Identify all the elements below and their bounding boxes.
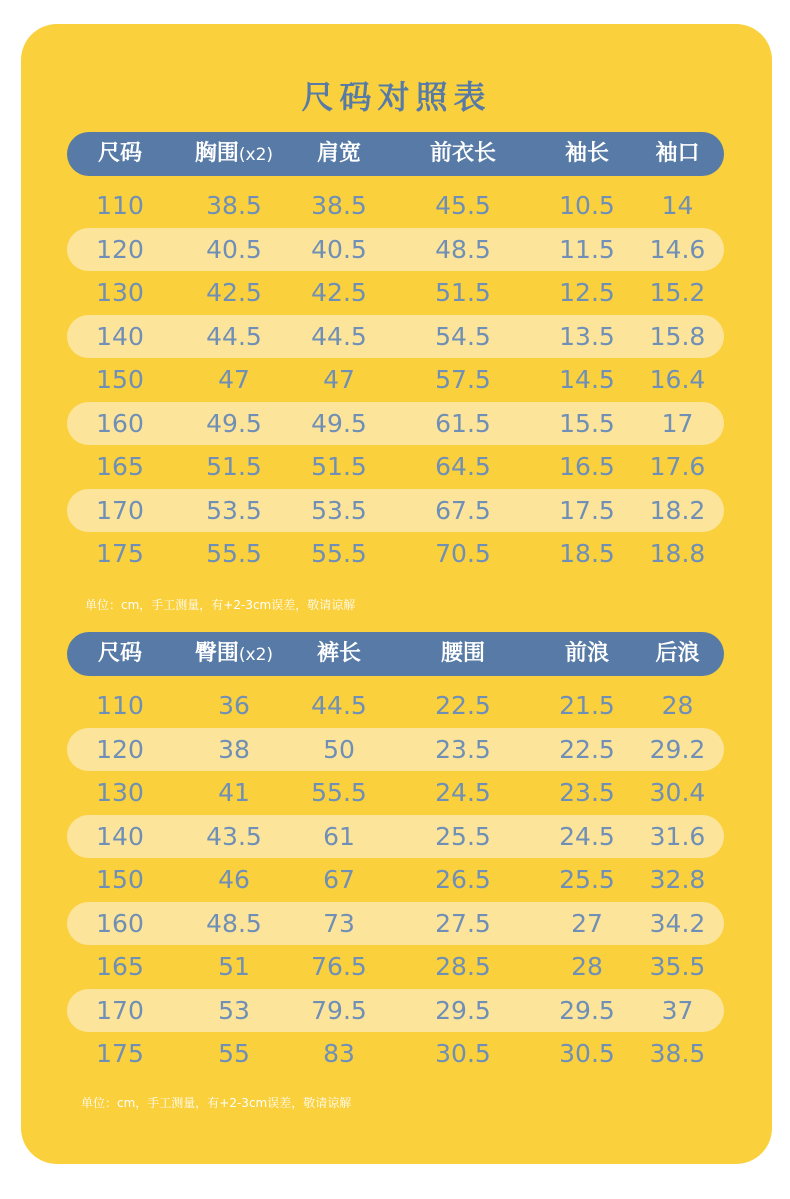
value-cell: 53.5 [311,495,367,525]
size-cell: 165 [96,452,144,481]
value-cell: 49.5 [206,408,262,438]
size-cell: 160 [96,408,144,438]
value-cell: 44.5 [311,321,367,351]
value-cell: 12.5 [559,278,615,307]
value-cell: 51 [218,952,250,981]
size-cell: 130 [96,278,144,307]
value-cell: 17.5 [559,495,615,525]
table-row [67,445,724,489]
value-cell: 27.5 [435,908,491,938]
value-cell: 55.5 [311,778,367,807]
value-cell: 47 [323,365,355,394]
value-cell: 18.2 [649,495,706,525]
value-cell: 61.5 [435,408,491,438]
value-cell: 18.5 [559,539,615,568]
size-cell: 165 [96,952,144,981]
value-cell: 42.5 [206,278,262,307]
value-cell: 30.4 [649,778,706,807]
value-cell: 17.6 [649,452,706,481]
value-cell: 46 [218,865,250,894]
value-cell: 25.5 [559,865,615,894]
value-cell: 31.6 [649,821,706,851]
table-row [67,815,724,859]
value-cell: 23.5 [435,734,491,764]
header-waist: 腰围 [440,641,485,666]
size-cell: 110 [96,191,144,220]
value-cell: 64.5 [435,452,491,481]
value-cell: 10.5 [559,191,615,220]
value-cell: 36 [218,691,250,720]
value-cell: 67.5 [435,495,491,525]
table-row [67,1032,724,1076]
header-front-rise: 前浪 [564,641,609,666]
value-cell: 17 [661,408,694,438]
value-cell: 43.5 [206,821,262,851]
table-row [67,902,724,946]
table-row [67,532,724,576]
table-row [67,402,724,446]
value-cell: 14 [661,191,694,220]
value-cell: 61 [323,821,355,851]
value-cell: 35.5 [649,952,706,981]
value-cell: 41 [218,778,250,807]
value-cell: 55.5 [206,539,262,568]
value-cell: 26.5 [435,865,491,894]
header-pants-length: 裤长 [316,641,361,666]
table-row [67,945,724,989]
value-cell: 34.2 [649,908,706,938]
measurement-note: 单位：cm，手工测量，有+2-3cm误差，敬请谅解 [81,1096,352,1110]
size-cell: 150 [96,865,144,894]
table-row [67,858,724,902]
size-cell: 175 [96,1039,144,1068]
value-cell: 48.5 [206,908,262,938]
value-cell: 13.5 [559,321,615,351]
value-cell: 76.5 [311,952,367,981]
header-shoulder: 肩宽 [316,141,361,166]
value-cell: 51.5 [206,452,262,481]
table-row [67,358,724,402]
table-body [67,184,724,576]
pants-size-table [67,632,724,1076]
value-cell: 15.8 [649,321,706,351]
value-cell: 18.8 [649,539,706,568]
value-cell: 30.5 [435,1039,491,1068]
value-cell: 54.5 [435,321,491,351]
size-cell: 140 [96,821,144,851]
value-cell: 22.5 [435,691,491,720]
header-back-rise: 后浪 [655,641,700,666]
value-cell: 16.5 [559,452,615,481]
value-cell: 27 [571,908,603,938]
size-cell: 175 [96,539,144,568]
header-size: 尺码 [97,141,142,166]
value-cell: 11.5 [559,234,615,264]
size-cell: 140 [96,321,144,351]
value-cell: 67 [323,865,355,894]
top-size-table [67,132,724,576]
value-cell: 51.5 [435,278,491,307]
value-cell: 38.5 [311,191,367,220]
value-cell: 70.5 [435,539,491,568]
size-chart-card [21,24,772,1164]
table-row [67,184,724,228]
value-cell: 32.8 [649,865,706,894]
value-cell: 14.5 [559,365,615,394]
value-cell: 55 [218,1039,250,1068]
table-row [67,315,724,359]
value-cell: 29.2 [649,734,706,764]
measurement-note: 单位：cm，手工测量，有+2-3cm误差，敬请谅解 [85,598,356,612]
value-cell: 38 [218,734,250,764]
table-row [67,684,724,728]
value-cell: 55.5 [311,539,367,568]
value-cell: 29.5 [559,995,615,1025]
value-cell: 40.5 [206,234,262,264]
value-cell: 25.5 [435,821,491,851]
value-cell: 21.5 [559,691,615,720]
value-cell: 51.5 [311,452,367,481]
size-cell: 130 [96,778,144,807]
table-header [67,632,724,676]
value-cell: 79.5 [311,995,367,1025]
value-cell: 24.5 [435,778,491,807]
value-cell: 50 [323,734,355,764]
value-cell: 53 [218,995,250,1025]
table-row [67,489,724,533]
value-cell: 28 [571,952,603,981]
header-chest: 胸围(x2) [194,141,274,166]
size-cell: 120 [96,234,144,264]
value-cell: 42.5 [311,278,367,307]
value-cell: 38.5 [649,1039,706,1068]
value-cell: 28 [661,691,694,720]
value-cell: 14.6 [649,234,706,264]
value-cell: 22.5 [559,734,615,764]
value-cell: 48.5 [435,234,491,264]
header-size: 尺码 [97,641,142,666]
value-cell: 57.5 [435,365,491,394]
header-sleeve-length: 袖长 [564,141,609,166]
table-row [67,271,724,315]
value-cell: 28.5 [435,952,491,981]
page-title: 尺码对照表 [301,78,492,116]
value-cell: 40.5 [311,234,367,264]
value-cell: 23.5 [559,778,615,807]
value-cell: 24.5 [559,821,615,851]
value-cell: 29.5 [435,995,491,1025]
value-cell: 44.5 [311,691,367,720]
value-cell: 47 [218,365,250,394]
table-row [67,728,724,772]
value-cell: 15.5 [559,408,615,438]
value-cell: 38.5 [206,191,262,220]
size-cell: 170 [96,495,144,525]
value-cell: 45.5 [435,191,491,220]
header-front-length: 前衣长 [429,141,496,166]
value-cell: 15.2 [649,278,706,307]
value-cell: 53.5 [206,495,262,525]
value-cell: 73 [323,908,355,938]
table-body [67,684,724,1076]
table-row [67,228,724,272]
table-row [67,771,724,815]
size-cell: 110 [96,691,144,720]
value-cell: 49.5 [311,408,367,438]
table-header [67,132,724,176]
size-cell: 170 [96,995,144,1025]
size-cell: 120 [96,734,144,764]
table-row [67,989,724,1033]
value-cell: 83 [323,1039,355,1068]
header-cuff: 袖口 [655,141,700,166]
value-cell: 37 [661,995,694,1025]
size-cell: 160 [96,908,144,938]
value-cell: 44.5 [206,321,262,351]
value-cell: 30.5 [559,1039,615,1068]
header-hip: 臀围(x2) [194,641,274,666]
size-cell: 150 [96,365,144,394]
value-cell: 16.4 [649,365,706,394]
